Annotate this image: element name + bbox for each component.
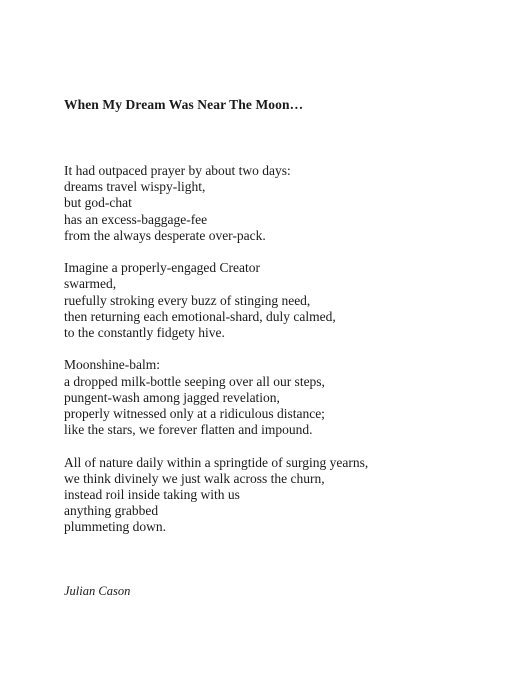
- poem-line: dreams travel wispy-light,: [64, 179, 206, 195]
- poem-line: plummeting down.: [64, 519, 166, 535]
- poem-line: properly witnessed only at a ridiculous distance;: [64, 406, 325, 422]
- poem-line: instead roil inside taking with us: [64, 487, 240, 503]
- poem-line: like the stars, we forever flatten and impound.: [64, 422, 313, 438]
- poem-line: anything grabbed: [64, 503, 159, 519]
- poem-line: a dropped milk-bottle seeping over all our steps,: [64, 373, 325, 389]
- author-signature: Julian Cason: [64, 584, 131, 598]
- poem-line: All of nature daily within a springtide of surging yearns,: [64, 454, 369, 470]
- poem-line: we think divinely we just walk across the churn,: [64, 470, 325, 486]
- stanza-4: [64, 455, 368, 536]
- poem-line: swarmed,: [64, 276, 117, 292]
- poem-title: When My Dream Was Near The Moon…: [64, 97, 304, 112]
- poem-line: Imagine a properly-engaged Creator: [64, 260, 261, 276]
- poem-line: then returning each emotional-shard, duly calmed,: [64, 308, 336, 324]
- stanza-2: [64, 260, 368, 341]
- poem-line: It had outpaced prayer by about two days:: [64, 163, 291, 178]
- poem-line: pungent-wash among jagged revelation,: [64, 389, 280, 405]
- stanza-1: [64, 163, 368, 244]
- poem-line: Moonshine-balm:: [64, 357, 160, 373]
- stanza-3: [64, 357, 368, 438]
- poem-line: from the always desperate over-pack.: [64, 227, 266, 243]
- poem-line: but god-chat: [64, 195, 132, 211]
- poem-body: [64, 163, 368, 552]
- poem-line: has an excess-baggage-fee: [64, 211, 208, 227]
- poem-line: to the constantly fidgety hive.: [64, 325, 225, 341]
- poem-line: ruefully stroking every buzz of stinging need,: [64, 292, 311, 308]
